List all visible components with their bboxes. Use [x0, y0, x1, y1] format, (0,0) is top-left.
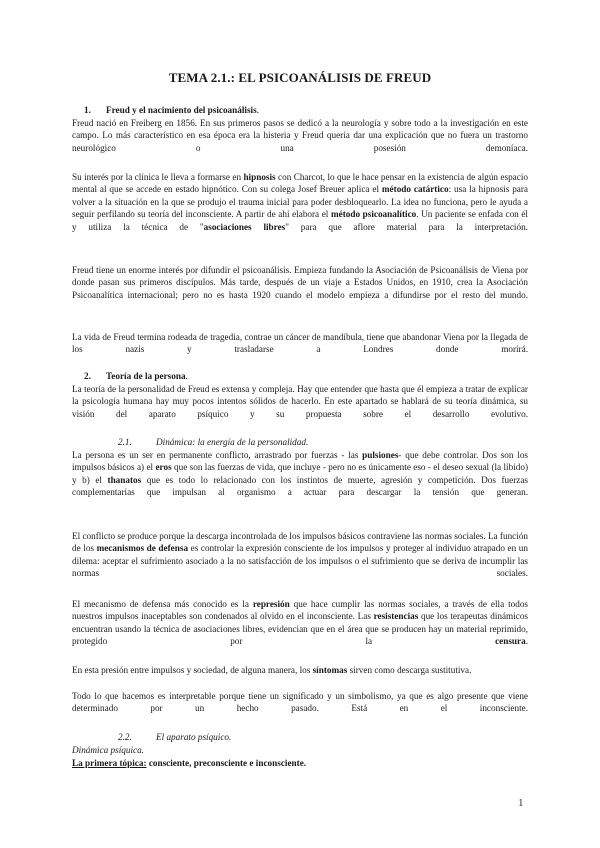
section-2-heading: 2. Teoría de la persona.	[84, 371, 188, 381]
document-title: TEMA 2.1.: EL PSICOANÁLISIS DE FREUD	[168, 70, 432, 85]
section-1-number: 1.	[84, 105, 91, 115]
paragraph-vida-freud: La vida de Freud termina rodeada de tragedia, contrae un cáncer de mandíbula, tiene que abandonar Viena por la llegada de los nazis y trasladarse a Londres donde morirá.	[72, 332, 528, 355]
paragraph-represion: El mecanismo de defensa más conocido es la represión que hace cumplir las normas sociales, a través de ella todos nuestros impulsos inaceptables son condenados al olvido en el inconsciente. Las resistencias que los terapeutas dinámicos encuentran usando la técnica de asociaciones libres, evidencian que en el área que se producen hay un material reprimido, protegido por la censura.	[72, 599, 528, 647]
dinamica-psiquica-label: Dinámica psíquica.	[72, 745, 144, 755]
paragraph-pulsiones: La persona es un ser en permanente conflicto, arrastrado por fuerzas - las pulsiones- que debe controlar. Dos son los impulsos básicos a) el eros que son las fuerzas de vida, que incluye - pero no es únicamente eso - el deseo sexual (la libido) y b) el thanatos que es todo lo relacionado con los instintos de muerte, agresión y competición. Dos fuerzas complementarias que impulsan al organismo a actuar para descargar la tensión que generan.	[72, 450, 528, 498]
paragraph-interpretable: Todo lo que hacemos es interpretable porque tiene un significado y un simbolismo, ya que es algo presente que viene determinado por un hecho pasado. Está en el inconsciente.	[72, 691, 528, 714]
paragraph-freud-bio: Freud nació en Freiberg en 1856. En sus primeros pasos se dedicó a la neurología y sobre todo a la investigación en este campo. Lo más característico en esa época era la histeria y Freud quería dar una explicación que no fuera un trastorno neurológico o una posesión demoníaca.	[72, 118, 528, 153]
subsection-2-1-heading: 2.1. Dinámica: la energía de la personalidad.	[118, 437, 309, 447]
section-1-heading: 1. Freud y el nacimiento del psicoanálisis.	[84, 105, 259, 115]
paragraph-hipnosis: Su interés por la clínica le lleva a formarse en hipnosis con Charcot, lo que le hace pensar en la existencia de algún espacio mental al que se accede en estado hipnótico. Con su colega Josef Breuer aplica el método catártico: usa la hipnosis para volver a la situación en la que se produjo el trauma inicial para poder desbloquearlo. La idea no funciona, pero le ayuda a seguir perfilando su teoría del inconsciente. A partir de ahí elabora el método psicoanalítico. Un paciente se enfada con él y utiliza la técnica de "asociaciones libres" para que aflore material para la interpretación.	[72, 172, 529, 232]
subsection-2-2-heading: 2.2. El aparato psíquico.	[118, 732, 232, 742]
paragraph-difusion: Freud tiene un enorme interés por difundir el psicoanálisis. Empieza fundando la Asociación de Psicoanálisis de Viena por donde pasan sus primeros discípulos. Más tarde, después de un viaje a Estados Unidos, en 1910, crea la Asociación Psicoanalítica internacional; pero no es hasta 1920 cuando el modelo empieza a difundirse por el resto del mundo.	[72, 265, 528, 300]
section-1-title: Freud y el nacimiento del psicoanálisis	[106, 105, 257, 115]
page-number: 1	[518, 797, 524, 809]
section-2-number: 2.	[84, 371, 91, 381]
paragraph-teoria: La teoría de la personalidad de Freud es extensa y compleja. Hay que entender que hasta que él empieza a tratar de explicar la psicología humana hay muy pocos intentos sólidos de hacerlo. En este apartado se hablará de su teoría dinámica, su visión del aparato psíquico y su propuesta sobre el desarrollo evolutivo.	[72, 384, 528, 419]
section-2-title: Teoría de la persona	[106, 371, 186, 381]
paragraph-conflicto: El conflicto se produce porque la descarga incontrolada de los impulsos básicos contraviene las normas sociales. La función de los mecanismos de defensa es controlar la expresión consciente de los impulsos y proteger al individuo atrapado en un dilema: aceptar el sufrimiento asociado a la no satisfacción de los impulsos o el sufrimiento que se deriva de incumplir las normas sociales.	[72, 531, 529, 579]
paragraph-sintomas: En esta presión entre impulsos y sociedad, de alguna manera, los síntomas sirven como descarga sustitutiva.	[72, 665, 472, 675]
primera-topica-line: La primera tópica: consciente, preconsciente e inconsciente.	[72, 758, 307, 768]
